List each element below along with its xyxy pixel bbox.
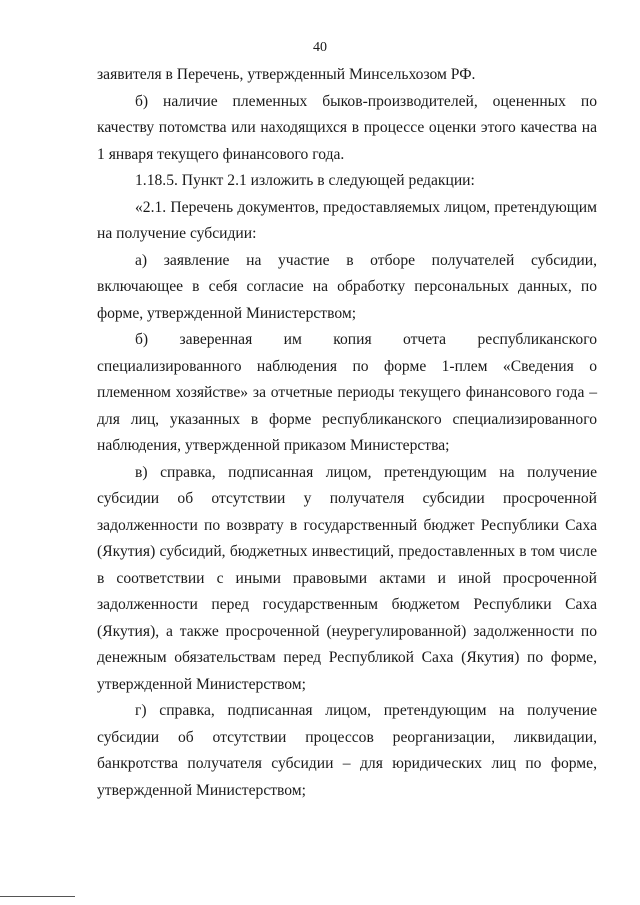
paragraph-amendment-1-18-5: 1.18.5. Пункт 2.1 изложить в следующей редакции: xyxy=(135,172,475,189)
paragraph-item-b-report-copy: б) заверенная им копия отчета республиканского специализированного наблюдения по форме 1-плем «Сведения о племенном хозяйстве» за отчетные периоды текущего финансового года – для лиц, указанных в форме республиканского специализированного наблюдения, утвержденной приказом Министерства; xyxy=(97,331,597,454)
page-number: 40 xyxy=(313,40,327,55)
paragraph-item-b-breeding-bulls: б) наличие племенных быков-производителей, оцененных по качеству потомства или находящихся в процессе оценки этого качества на 1 января текущего финансового года. xyxy=(97,92,597,163)
paragraph-clause-2-1: «2.1. Перечень документов, предоставляемых лицом, претендующим на получение субсидии: xyxy=(97,198,597,242)
paragraph-item-v-debt-certificate: в) справка, подписанная лицом, претендующим на получение субсидии об отсутствии у получателя субсидии просроченной задолженности по возврату в государственный бюджет Республики Саха (Якутия) субсидий, бюджетных инвестиций, предоставленных в том числе в соответствии с иными правовыми актами и иной просроченной задолженности перед государственным бюджетом Республики Саха (Якутия), а также просроченной (неурегулированной) задолженности по денежным обязательствам перед Республикой Саха (Якутия) по форме, утвержденной Министерством; xyxy=(97,463,597,693)
document-body xyxy=(97,62,597,804)
paragraph-continuation: заявителя в Перечень, утвержденный Минсельхозом РФ. xyxy=(97,66,476,83)
paragraph-item-a-application: а) заявление на участие в отборе получателей субсидии, включающее в себя согласие на обработку персональных данных, по форме, утвержденной Министерством; xyxy=(97,251,597,322)
footer-rule xyxy=(0,896,75,897)
paragraph-item-g-reorganization-certificate: г) справка, подписанная лицом, претендующим на получение субсидии об отсутствии процессов реорганизации, ликвидации, банкротства получателя субсидии – для юридических лиц по форме, утвержденной Министерством; xyxy=(97,702,597,799)
